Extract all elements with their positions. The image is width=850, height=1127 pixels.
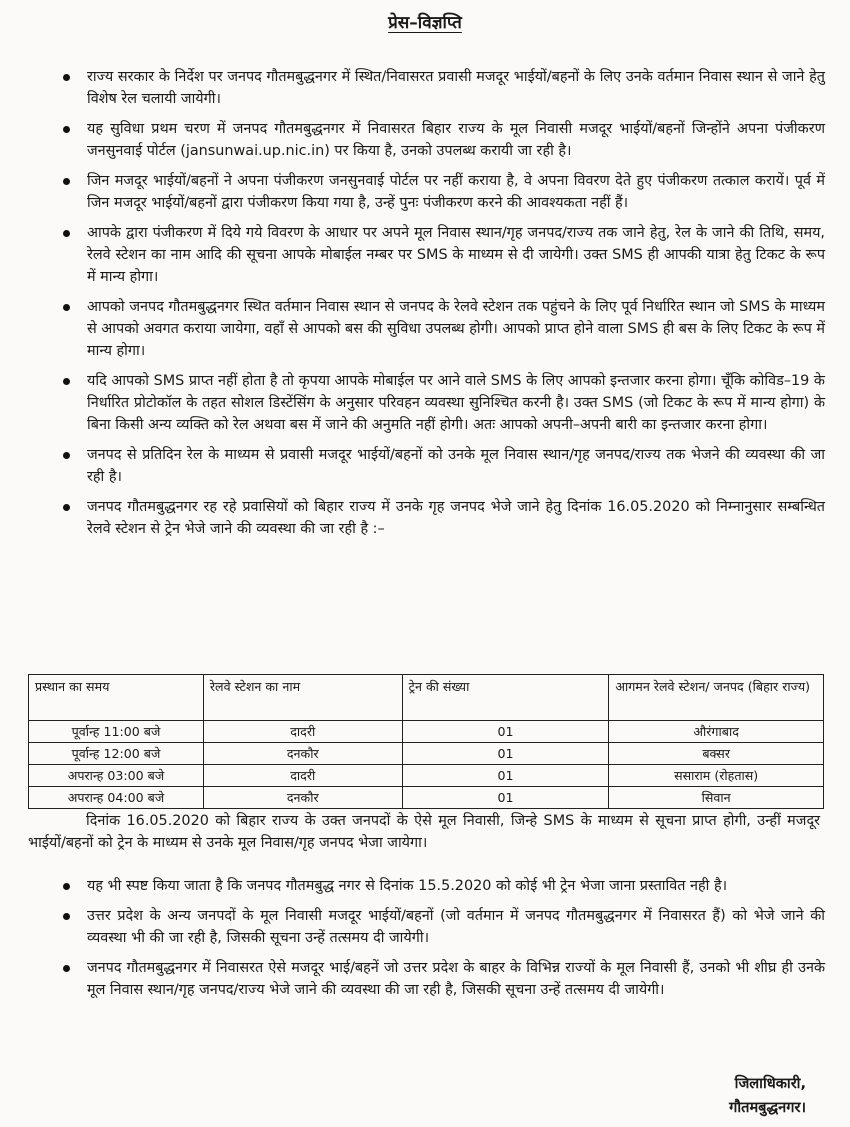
bullet-item: आपके द्वारा पंजीकरण में दिये गये विवरण के आधार पर अपने मूल निवास स्थान/गृह जनपद/राज्य तक जाने हेतु, रेल के जाने की तिथि, समय, रेलवे स्टेशन का नाम आदि की सूचना आपके मोबाईल नम्बर पर SMS के माध्यम से दी जायेगी। उक्त SMS ही आपकी यात्रा हेतु टिकट के रूप में मान्य होगा। bbox=[55, 222, 825, 288]
table-row bbox=[29, 787, 824, 809]
table-row bbox=[29, 743, 824, 765]
bullet-list-secondary bbox=[55, 875, 825, 1009]
signature-designation: जिलाधिकारी, bbox=[734, 1075, 806, 1092]
cell-arrival-station: ससाराम (रोहतास) bbox=[609, 765, 824, 787]
bullet-dot-icon bbox=[63, 378, 70, 385]
bullet-item: आपको जनपद गौतमबुद्धनगर स्थित वर्तमान निवास स्थान से जनपद के रेलवे स्टेशन तक पहुंचने के लिए पूर्व निर्धारित स्थान जो SMS के माध्यम से आपको अवगत कराया जायेगा, वहाँ से आपको बस की सुविधा उपलब्ध होगी। आपको प्राप्त होने वाला SMS ही बस के लिए टिकट के रूप में मान्य होगा। bbox=[55, 296, 825, 362]
table-row bbox=[29, 721, 824, 743]
header-arrival-station: आगमन रेलवे स्टेशन/ जनपद (बिहार राज्य) bbox=[609, 675, 824, 721]
cell-train-count: 01 bbox=[402, 765, 609, 787]
bullet-item: राज्य सरकार के निर्देश पर जनपद गौतमबुद्धनगर में स्थित/निवासरत प्रवासी मजदूर भाईयों/बहनों के लिए उनके वर्तमान निवास स्थान से जाने हेतु विशेष रेल चलायी जायेगी। bbox=[55, 66, 825, 110]
bullet-dot-icon bbox=[63, 74, 70, 81]
bullet-dot-icon bbox=[63, 452, 70, 459]
cell-departure-time: पूर्वान्ह 11:00 बजे bbox=[29, 721, 204, 743]
header-train-count: ट्रेन की संख्या bbox=[402, 675, 609, 721]
cell-arrival-station: बक्सर bbox=[609, 743, 824, 765]
bullet-item: उत्तर प्रदेश के अन्य जनपदों के मूल निवासी मजदूर भाईयों/बहनों (जो वर्तमान में जनपद गौतमबुद्धनगर में निवासरत हैं) को भेजे जाने की व्यवस्था भी की जा रही है, जिसकी सूचना उन्हें तत्समय दी जायेगी। bbox=[55, 905, 825, 949]
train-schedule-table bbox=[28, 674, 824, 809]
signature-district: गौतमबुद्धनगर। bbox=[729, 1099, 806, 1116]
bullet-dot-icon bbox=[63, 504, 70, 511]
header-departure-time: प्रस्थान का समय bbox=[29, 675, 204, 721]
bullet-item: जनपद गौतमबुद्धनगर रह रहे प्रवासियों को बिहार राज्य में उनके गृह जनपद भेजे जाने हेतु दिनांक 16.05.2020 को निम्नानुसार सम्बन्धित रेलवे स्टेशन से ट्रेन भेजे जाने की व्यवस्था की जा रही है :– bbox=[55, 496, 825, 540]
bullet-dot-icon bbox=[63, 883, 70, 890]
cell-departure-time: अपरान्ह 04:00 बजे bbox=[29, 787, 204, 809]
table-row bbox=[29, 765, 824, 787]
bullet-dot-icon bbox=[63, 965, 70, 972]
bullet-dot-icon bbox=[63, 126, 70, 133]
cell-station-name: दनकौर bbox=[203, 743, 402, 765]
signature-block bbox=[729, 1072, 806, 1120]
page-title: प्रेस–विज्ञप्ति bbox=[388, 13, 462, 33]
bullet-dot-icon bbox=[63, 230, 70, 237]
table-header-row bbox=[29, 675, 824, 721]
bullet-dot-icon bbox=[63, 913, 70, 920]
cell-departure-time: पूर्वान्ह 12:00 बजे bbox=[29, 743, 204, 765]
cell-station-name: दादरी bbox=[203, 721, 402, 743]
cell-station-name: दनकौर bbox=[203, 787, 402, 809]
cell-arrival-station: सिवान bbox=[609, 787, 824, 809]
bullet-item: जनपद से प्रतिदिन रेल के माध्यम से प्रवासी मजदूर भाईयों/बहनों को उनके मूल निवास स्थान/गृह जनपद/राज्य तक भेजने की व्यवस्था की जा रही है। bbox=[55, 444, 825, 488]
bullet-list bbox=[55, 66, 825, 548]
header-station-name: रेलवे स्टेशन का नाम bbox=[203, 675, 402, 721]
cell-arrival-station: औरंगाबाद bbox=[609, 721, 824, 743]
bullet-item: यह भी स्पष्ट किया जाता है कि जनपद गौतमबुद्ध नगर से दिनांक 15.5.2020 को कोई भी ट्रेन भेजा जाना प्रस्तावित नही है। bbox=[55, 875, 825, 897]
cell-train-count: 01 bbox=[402, 787, 609, 809]
bullet-item: जनपद गौतमबुद्धनगर में निवासरत ऐसे मजदूर भाई/बहनें जो उत्तर प्रदेश के बाहर के विभिन्न राज्यों के मूल निवासी हैं, उनको भी शीघ्र ही उनके मूल निवास स्थान/गृह जनपद/राज्य भेजे जाने की व्यवस्था की जा रही है, जिसकी सूचना उन्हें तत्समय दी जायेगी। bbox=[55, 957, 825, 1001]
cell-train-count: 01 bbox=[402, 721, 609, 743]
bullet-item: यह सुविधा प्रथम चरण में जनपद गौतमबुद्धनगर में निवासरत बिहार राज्य के मूल निवासी मजदूर भाईयों/बहनों जिन्होंने अपना पंजीकरण जनसुनवाई पोर्टल (jansunwai.up.nic.in) पर किया है, उनको उपलब्ध करायी जा रही है। bbox=[55, 118, 825, 162]
cell-station-name: दादरी bbox=[203, 765, 402, 787]
bullet-item: यदि आपको SMS प्राप्त नहीं होता है तो कृपया आपके मोबाईल पर आने वाले SMS के लिए आपको इन्तजार करना होगा। चूँकि कोविड–19 के निर्धारित प्रोटोकॉल के तहत सोशल डिस्टेंसिंग के अनुसार परिवहन व्यवस्था सुनिश्चित करनी है। उक्त SMS (जो टिकट के रूप में मान्य होगा) के बिना किसी अन्य व्यक्ति को रेल अथवा बस में जाने की अनुमति नहीं होगी। अतः आपको अपनी–अपनी बारी का इन्तजार करना होगा। bbox=[55, 370, 825, 436]
bullet-dot-icon bbox=[63, 304, 70, 311]
bullet-dot-icon bbox=[63, 178, 70, 185]
cell-departure-time: अपरान्ह 03:00 बजे bbox=[29, 765, 204, 787]
bullet-item: जिन मजदूर भाईयों/बहनों ने अपना पंजीकरण जनसुनवाई पोर्टल पर नहीं कराया है, वे अपना विवरण देते हुए पंजीकरण तत्काल करायें। पूर्व में जिन मजदूर भाईयों/बहनों द्वारा पंजीकरण किया गया है, उन्हें पुनः पंजीकरण करने की आवश्यकता नहीं हैं। bbox=[55, 170, 825, 214]
table-note: दिनांक 16.05.2020 को बिहार राज्य के उक्त जनपदों के ऐसे मूल निवासी, जिन्हे SMS के माध्यम से सूचना प्राप्त होगी, उन्हीं मजदूर भाईयों/बहनों को ट्रेन के माध्यम से उनके मूल निवास/गृह जनपद भेजा जायेगा। bbox=[28, 813, 820, 851]
cell-train-count: 01 bbox=[402, 743, 609, 765]
